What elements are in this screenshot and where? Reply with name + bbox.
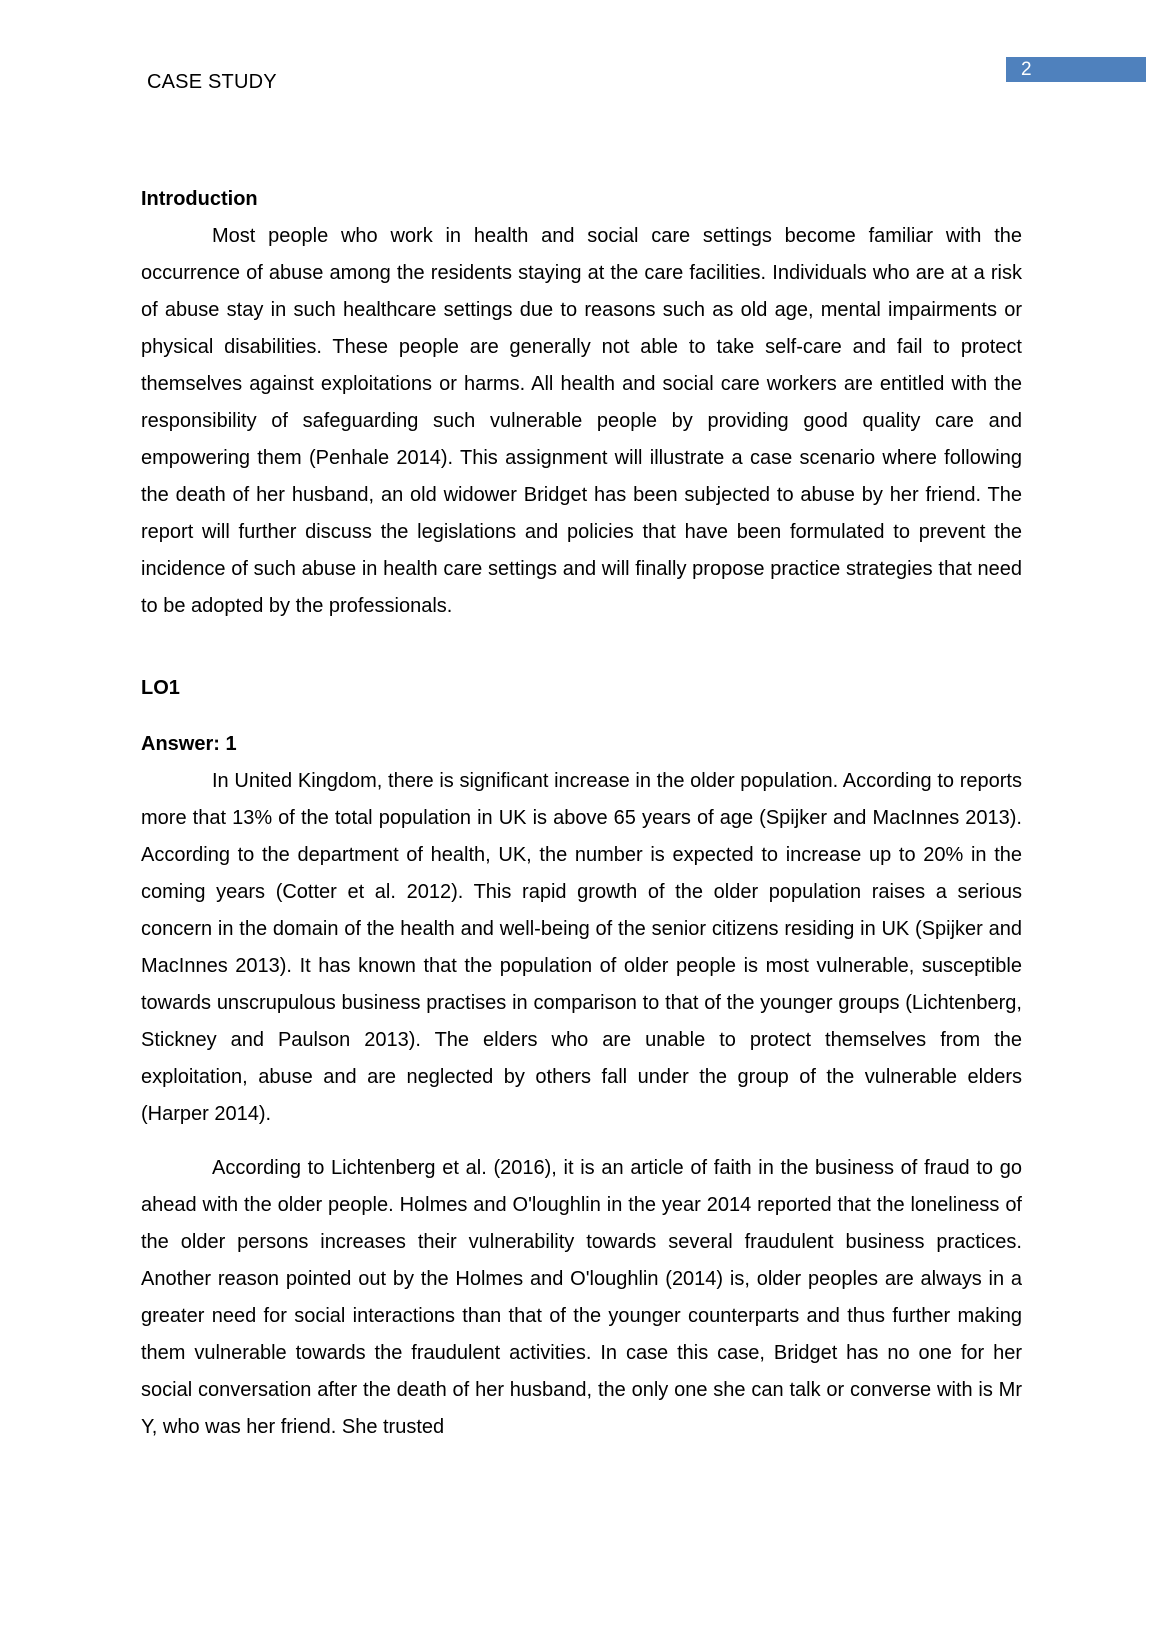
page-number-badge [1006, 57, 1146, 82]
document-body [141, 185, 1022, 1446]
answer-1-paragraph-continued: According to Lichtenberg et al. (2016), it is an article of faith in the business of fraud to go ahead with the older people. Holmes and O'loughlin in the year 2014 reported that the loneliness of the older persons increases their vulnerability towards several fraudulent business practices. Another reason pointed out by the Holmes and O'loughlin (2014) is, older peoples are always in a greater need for social interactions than that of the younger counterparts and thus further making them vulnerable towards the fraudulent activities. In case this case, Bridget has no one for her social conversation after the death of her husband, the only one she can talk or converse with is Mr Y, who was her friend. She trusted [141, 1157, 1022, 1438]
page-number: 2 [1021, 59, 1032, 80]
introduction-paragraph: Most people who work in health and social care settings become familiar with the occurrence of abuse among the residents staying at the care facilities. Individuals who are at a risk of abuse stay in such healthcare settings due to reasons such as old age, mental impairments or physical disabilities. These people are generally not able to take self-care and fail to protect themselves against exploitations or harms. All health and social care workers are entitled with the responsibility of safeguarding such vulnerable people by providing good quality care and empowering them (Penhale 2014). This assignment will illustrate a case scenario where following the death of her husband, an old widower Bridget has been subjected to abuse by her friend. The report will further discuss the legislations and policies that have been formulated to prevent the incidence of such abuse in health care settings and will finally propose practice strategies that need to be adopted by the professionals. [141, 225, 1022, 617]
answer-1-paragraph: In United Kingdom, there is significant increase in the older population. According to reports more that 13% of the total population in UK is above 65 years of age (Spijker and MacInnes 2013). According to the department of health, UK, the number is expected to increase up to 20% in the coming years (Cotter et al. 2012). This rapid growth of the older population raises a serious concern in the domain of the health and well-being of the senior citizens residing in UK (Spijker and MacInnes 2013). It has known that the population of older people is most vulnerable, susceptible towards unscrupulous business practises in comparison to that of the younger groups (Lichtenberg, Stickney and Paulson 2013). The elders who are unable to protect themselves from the exploitation, abuse and are neglected by others fall under the group of the vulnerable elders (Harper 2014). [141, 770, 1022, 1125]
lo1-heading: LO1 [141, 677, 180, 699]
introduction-heading: Introduction [141, 188, 258, 210]
answer-1-heading: Answer: 1 [141, 733, 237, 755]
running-header-title: CASE STUDY [147, 71, 277, 93]
